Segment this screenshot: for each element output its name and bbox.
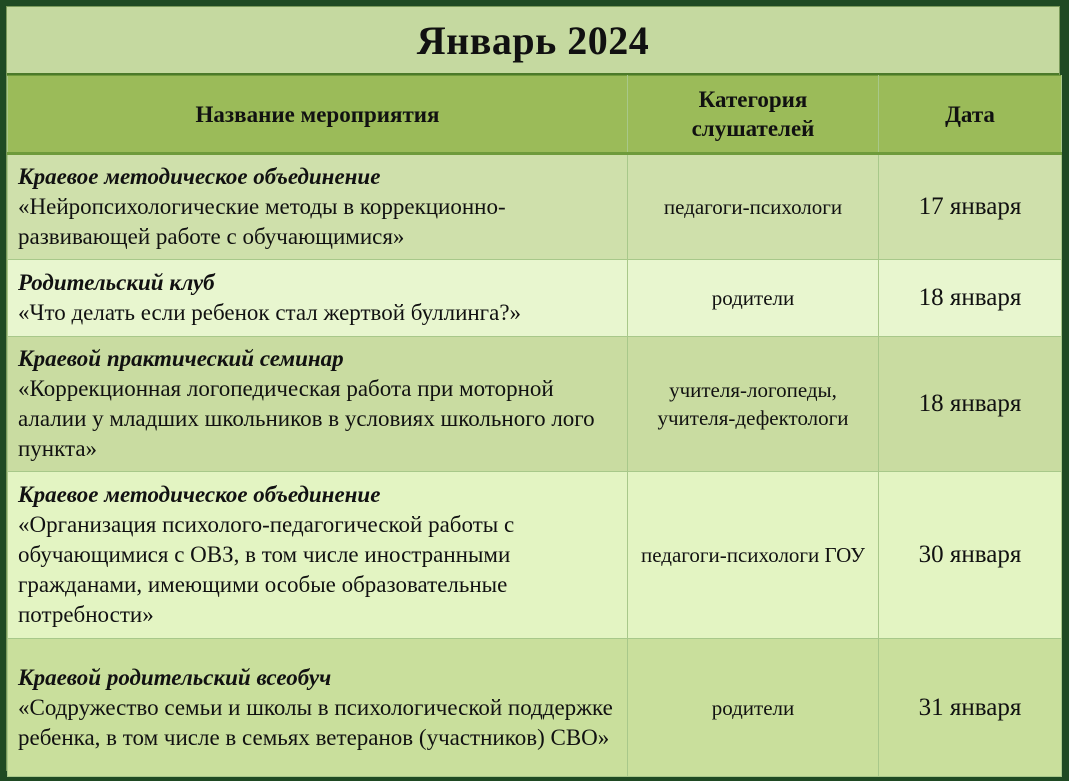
column-header-date: Дата [879, 76, 1062, 154]
event-name-cell [8, 337, 628, 472]
column-header-audience: Категория слушателей [628, 76, 879, 154]
table-row [8, 337, 1062, 472]
event-name-cell [8, 639, 628, 777]
table-row [8, 154, 1062, 260]
event-type: Краевое методическое объединение [18, 164, 381, 189]
event-type: Родительский клуб [18, 270, 215, 295]
date-cell: 18 января [879, 337, 1062, 472]
event-name-cell [8, 260, 628, 337]
page-title: Январь 2024 [7, 7, 1059, 75]
event-name-cell [8, 472, 628, 639]
event-type: Краевое методическое объединение [18, 482, 381, 507]
table-row [8, 260, 1062, 337]
events-table [7, 75, 1062, 777]
event-type: Краевой родительский всеобуч [18, 664, 332, 690]
column-header-event-name: Название мероприятия [8, 76, 628, 154]
event-topic: «Содружество семьи и школы в психологической поддержке ребенка, в том числе в семьях ветеранов (участников) СВО» [18, 694, 613, 750]
audience-cell: родители [628, 639, 879, 777]
audience-cell: родители [628, 260, 879, 337]
audience-cell: педагоги-психологи [628, 154, 879, 260]
event-topic: «Нейропсихологические методы в коррекционно-развивающей работе с обучающимися» [18, 194, 506, 249]
table-row [8, 639, 1062, 777]
event-name-cell [8, 154, 628, 260]
event-topic: «Что делать если ребенок стал жертвой буллинга?» [18, 300, 522, 325]
date-cell: 30 января [879, 472, 1062, 639]
audience-cell: учителя-логопеды, учителя-дефектологи [628, 337, 879, 472]
date-cell: 18 января [879, 260, 1062, 337]
event-topic: «Коррекционная логопедическая работа при моторной алалии у младших школьников в условиях школьного лого пункта» [18, 376, 595, 461]
event-type: Краевой практический семинар [18, 346, 344, 371]
date-cell: 31 января [879, 639, 1062, 777]
event-topic: «Организация психолого-педагогической работы с обучающимися с ОВЗ, в том числе иностранными гражданами, имеющими особые образовательные потребности» [18, 512, 515, 627]
date-cell: 17 января [879, 154, 1062, 260]
audience-cell: педагоги-психологи ГОУ [628, 472, 879, 639]
schedule-slide [6, 6, 1060, 771]
table-header-row [8, 76, 1062, 154]
table-row [8, 472, 1062, 639]
